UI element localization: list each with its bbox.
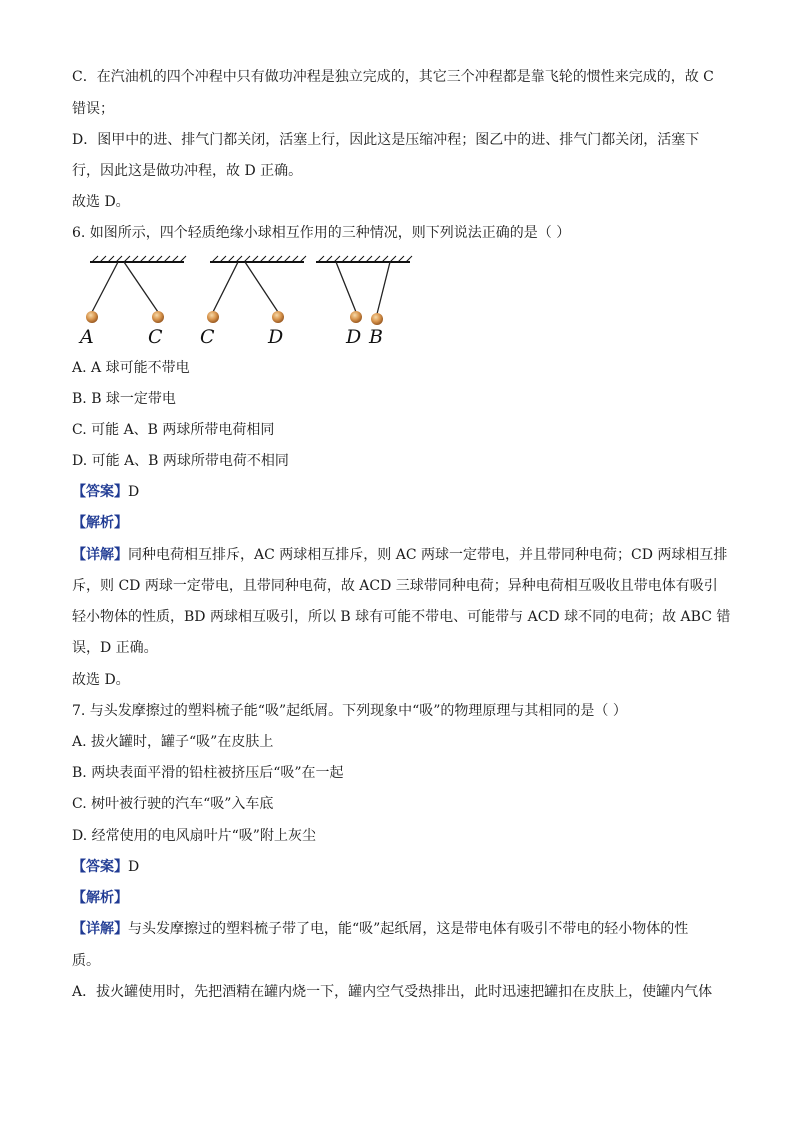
answer-line xyxy=(72,857,722,877)
label-c: C xyxy=(200,326,215,348)
question-6-stem: 6. 如图所示，四个轻质绝缘小球相互作用的三种情况，则下列说法正确的是（ ） xyxy=(72,225,571,241)
ball-pair-ac xyxy=(86,256,186,323)
label-d: D xyxy=(268,326,284,348)
text-line: 故选 D。 xyxy=(72,194,130,210)
text-line: D．图甲中的进、排气门都关闭，活塞上行，因此这是压缩冲程；图乙中的进、排气门都关闭，活塞下 xyxy=(72,132,700,148)
detail-text: 与头发摩擦过的塑料梳子带了电，能“吸”起纸屑，这是带电体有吸引不带电的轻小物体的性 xyxy=(128,921,689,937)
answer-tag: 【答案】 xyxy=(72,484,128,500)
analysis-tag: 【解析】 xyxy=(72,515,128,531)
detail-line: 斥，则 CD 两球一定带电，且带同种电荷，故 ACD 三球带同种电荷；异种电荷相互吸收且带电体有吸引 xyxy=(72,578,718,594)
text-line: 行，因此这是做功冲程，故 D 正确。 xyxy=(72,163,303,179)
answer-value: D xyxy=(128,484,140,500)
detail-tag: 【详解】 xyxy=(72,921,128,937)
detail-text: 同种电荷相互排斥，AC 两球相互排斥，则 AC 两球一定带电，并且带同种电荷；CD 两球相互排 xyxy=(128,547,728,563)
option-b: B. B 球一定带电 xyxy=(72,391,176,407)
answer-tag: 【答案】 xyxy=(72,859,128,875)
option-a: A. 拔火罐时，罐子“吸”在皮肤上 xyxy=(72,734,274,750)
text-line: C．在汽油机的四个冲程中只有做功冲程是独立完成的，其它三个冲程都是靠飞轮的惯性来完成的，故 C xyxy=(72,69,714,85)
detail-line: 误，D 正确。 xyxy=(72,640,158,656)
option-c: C. 可能 A、B 两球所带电荷相同 xyxy=(72,422,275,438)
detail-tag: 【详解】 xyxy=(72,547,128,563)
ball-pair-cd xyxy=(207,256,306,323)
option-b: B. 两块表面平滑的铅柱被挤压后“吸”在一起 xyxy=(72,765,344,781)
analysis-line xyxy=(72,888,722,908)
text-line: 错误； xyxy=(72,101,114,117)
charged-balls-figure xyxy=(78,252,418,352)
conclusion-line: 故选 D。 xyxy=(72,672,130,688)
detail-line: 质。 xyxy=(72,953,100,969)
label-a: A xyxy=(80,326,94,348)
detail-line xyxy=(72,545,728,565)
label-b: B xyxy=(369,326,383,348)
detail-line: 轻小物体的性质，BD 两球相互吸引，所以 B 球有可能不带电、可能带与 ACD 球不同的电荷；故 ABC 错 xyxy=(72,609,731,625)
detail-line: A．拔火罐使用时，先把酒精在罐内烧一下，罐内空气受热排出，此时迅速把罐扣在皮肤上，使罐内气体 xyxy=(72,984,713,1000)
analysis-line xyxy=(72,513,722,533)
label-c: C xyxy=(148,326,163,348)
answer-value: D xyxy=(128,859,140,875)
question-7-stem: 7. 与头发摩擦过的塑料梳子能“吸”起纸屑。下列现象中“吸”的物理原理与其相同的是（ ） xyxy=(72,703,627,719)
option-c: C. 树叶被行驶的汽车“吸”入车底 xyxy=(72,796,274,812)
label-d: D xyxy=(346,326,362,348)
answer-line xyxy=(72,482,722,502)
option-a: A. A 球可能不带电 xyxy=(72,360,190,376)
option-d: D. 可能 A、B 两球所带电荷不相同 xyxy=(72,453,289,469)
option-d: D. 经常使用的电风扇叶片“吸”附上灰尘 xyxy=(72,828,316,844)
detail-line xyxy=(72,919,722,939)
analysis-tag: 【解析】 xyxy=(72,890,128,906)
ball-pair-db xyxy=(316,256,412,325)
